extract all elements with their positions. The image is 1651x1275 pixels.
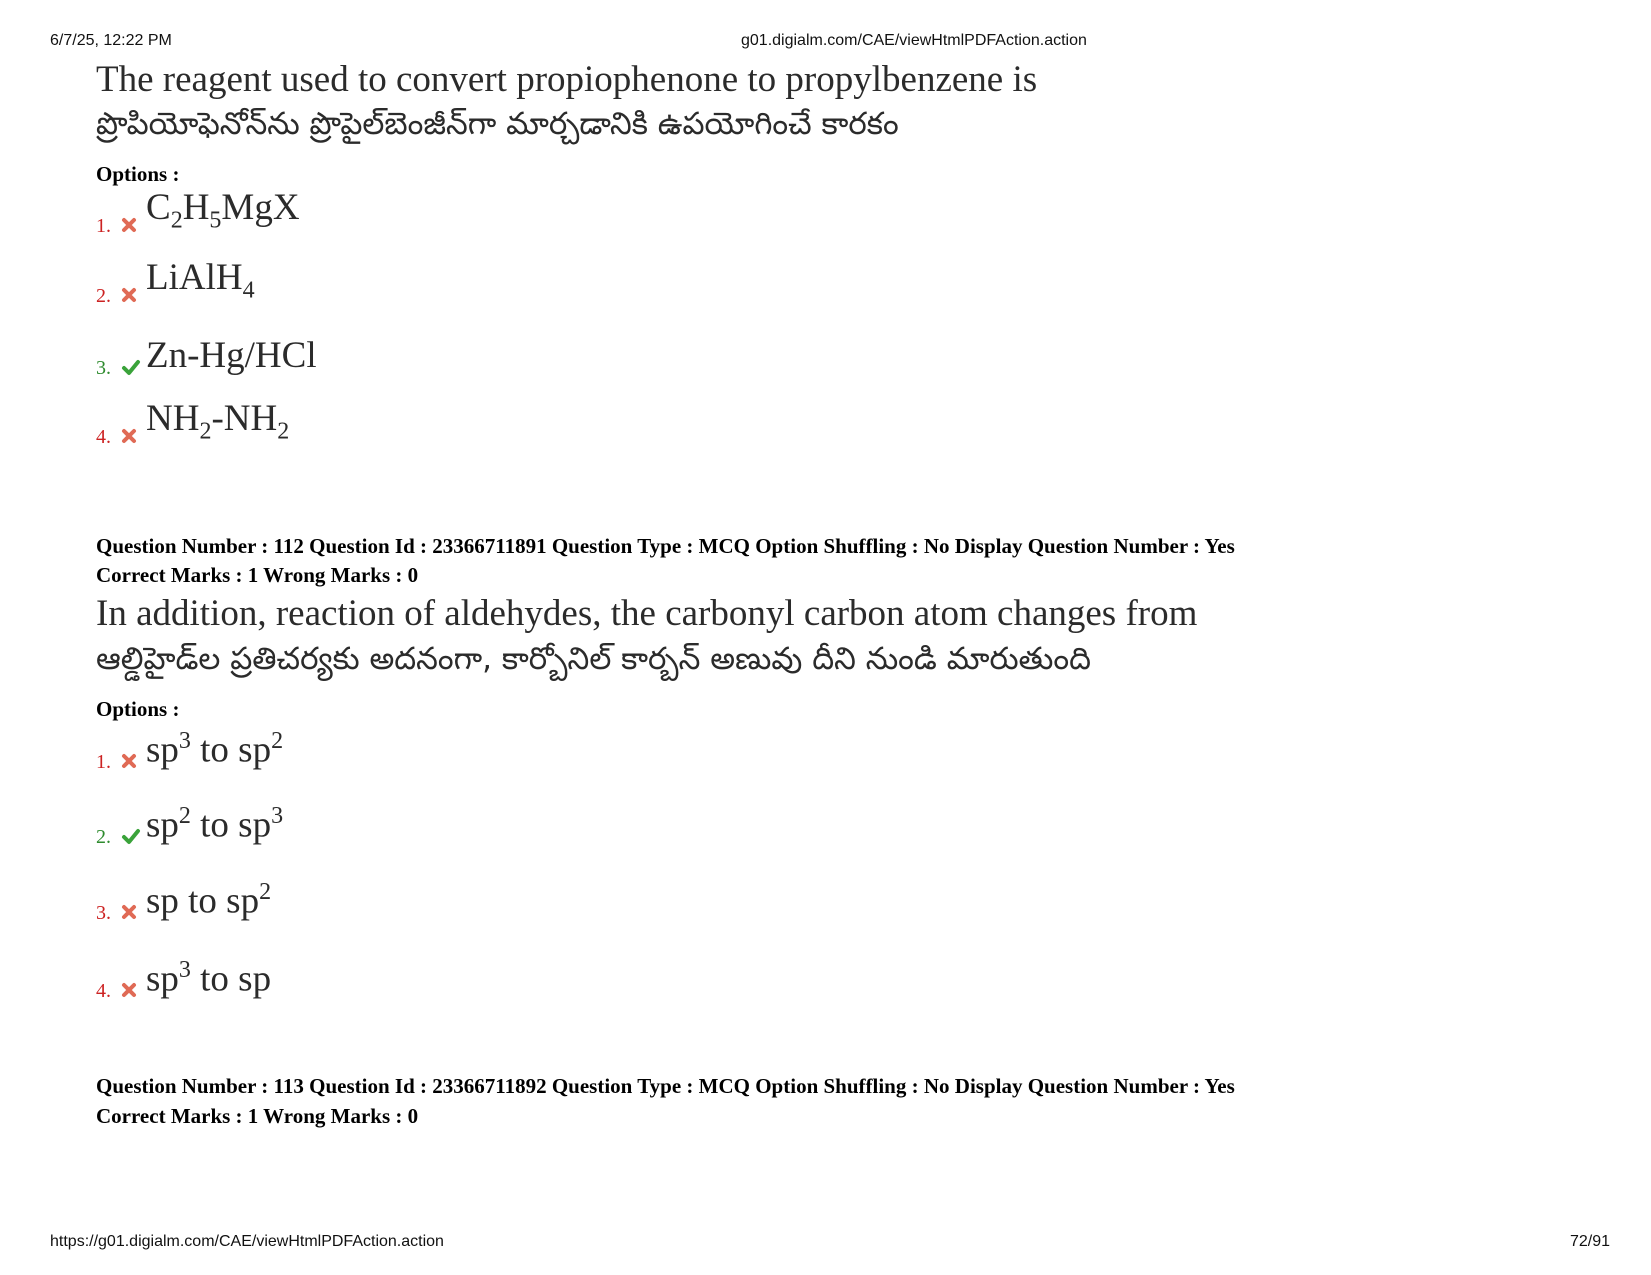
option-text: LiAlH$_4$ bbox=[146, 256, 255, 303]
option-text: sp to $sp^2$ bbox=[146, 878, 272, 921]
question-111-text-english: The reagent used to convert propiophenone to propylbenzene is bbox=[96, 59, 1038, 100]
option-number: 1. bbox=[96, 751, 111, 773]
print-header-url: g01.digialm.com/CAE/viewHtmlPDFAction.action bbox=[741, 32, 1087, 49]
option-text: $C_2H_5MgX$ bbox=[146, 186, 300, 233]
question-112-text-telugu: ఆల్డిహైడ్‌ల ప్రతిచర్యకు అదనంగా, కార్బోనిల్ కార్బన్ అణువు దీని నుండి మారుతుంది bbox=[96, 641, 1091, 677]
option-number: 2. bbox=[96, 285, 111, 307]
cross-icon bbox=[120, 216, 138, 234]
cross-icon bbox=[120, 903, 138, 921]
option-text: Zn-Hg/HCl bbox=[146, 335, 317, 376]
option-text: $sp^3$ to $sp^2$ bbox=[146, 727, 284, 770]
print-datetime: 6/7/25, 12:22 PM bbox=[50, 32, 172, 49]
question-112-options-label: Options : bbox=[96, 697, 180, 721]
cross-icon bbox=[120, 286, 138, 304]
option-number: 4. bbox=[96, 980, 111, 1002]
checkmark-icon bbox=[120, 358, 142, 376]
question-111-options-label: Options : bbox=[96, 162, 180, 186]
question-113-meta: Question Number : 113 Question Id : 23366711892 Question Type : MCQ Option Shuffling : No Display Question Number : Yes bbox=[96, 1074, 1235, 1098]
cross-icon bbox=[120, 752, 138, 770]
cross-icon bbox=[120, 427, 138, 445]
option-number: 4. bbox=[96, 426, 111, 448]
option-text: $NH_2-NH_2$ bbox=[146, 397, 290, 444]
question-113-marks: Correct Marks : 1 Wrong Marks : 0 bbox=[96, 1104, 419, 1128]
question-112-meta: Question Number : 112 Question Id : 23366711891 Question Type : MCQ Option Shuffling : No Display Question Number : Yes bbox=[96, 534, 1235, 558]
option-number: 3. bbox=[96, 357, 111, 379]
page-number: 72/91 bbox=[1570, 1233, 1611, 1250]
cross-icon bbox=[120, 981, 138, 999]
option-text: $sp^2$ to $sp^3$ bbox=[146, 802, 284, 845]
checkmark-icon bbox=[120, 827, 142, 845]
question-112-marks: Correct Marks : 1 Wrong Marks : 0 bbox=[96, 563, 419, 587]
option-number: 2. bbox=[96, 826, 111, 848]
option-number: 1. bbox=[96, 215, 111, 237]
option-number: 3. bbox=[96, 902, 111, 924]
question-112-text-english: In addition, reaction of aldehydes, the carbonyl carbon atom changes from bbox=[96, 593, 1198, 634]
question-111-text-telugu: ప్రొపియోఫెనోన్‌ను ప్రొపైల్‌బెంజీన్‌గా మార్చడానికి ఉపయోగించే కారకం bbox=[96, 106, 899, 142]
option-text: $sp^3$ to sp bbox=[146, 956, 272, 999]
print-footer-url: https://g01.digialm.com/CAE/viewHtmlPDFAction.action bbox=[50, 1233, 444, 1250]
